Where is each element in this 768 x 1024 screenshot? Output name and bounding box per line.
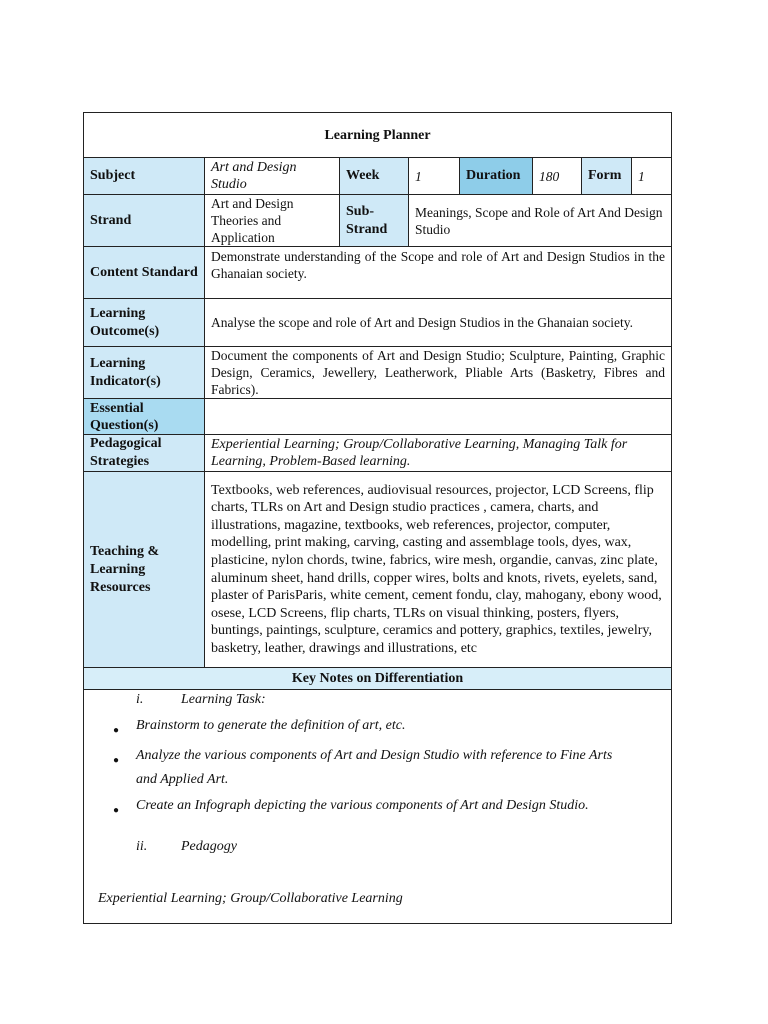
learning-indicator-label: Learning Indicator(s) — [84, 347, 205, 399]
pedagogy-title: Pedagogy — [181, 839, 237, 854]
key-notes-heading: Key Notes on Differentiation — [84, 668, 672, 690]
bullet-icon: ● — [113, 805, 120, 816]
learning-outcome-value: Analyse the scope and role of Art and Design Studios in the Ghanaian society. — [205, 299, 672, 347]
week-label: Week — [340, 158, 409, 195]
bullet-text-1: Brainstorm to generate the definition of art, etc. — [136, 718, 406, 733]
learning-outcome-label: Learning Outcome(s) — [84, 299, 205, 347]
essential-question-value — [205, 399, 672, 435]
bullet-icon: ● — [113, 725, 120, 736]
bullet-text-2: Analyze the various components of Art and Design Studio with reference to Fine Arts — [136, 748, 613, 763]
bullet-text-2-cont: and Applied Art. — [136, 772, 229, 787]
subject-value: Art and Design Studio — [205, 158, 340, 195]
task-number: i. — [136, 692, 144, 707]
duration-value: 180 — [533, 158, 582, 195]
bullet-text-3: Create an Infograph depicting the various components of Art and Design Studio. — [136, 798, 589, 813]
pedagogical-strategies-label: Pedagogical Strategies — [84, 435, 205, 472]
strand-value: Art and Design Theories and Application — [205, 195, 340, 247]
learning-indicator-value: Document the components of Art and Design Studio; Sculpture, Painting, Graphic Design, Ceramics, Jewellery, Leatherwork, Pliable Arts (Basketry, Fibres and Fabrics). — [205, 347, 672, 399]
subject-label: Subject — [84, 158, 205, 195]
substrand-label: Sub-Strand — [340, 195, 409, 247]
form-label: Form — [582, 158, 632, 195]
content-standard-label: Content Standard — [84, 247, 205, 299]
pedagogical-strategies-value: Experiential Learning; Group/Collaborative Learning, Managing Talk for Learning, Problem-Based learning. — [205, 435, 672, 472]
planner-title: Learning Planner — [84, 113, 672, 158]
content-standard-value: Demonstrate understanding of the Scope and role of Art and Design Studios in the Ghanaian society. — [205, 247, 672, 299]
form-value: 1 — [632, 158, 672, 195]
resources-value: Textbooks, web references, audiovisual resources, projector, LCD Screens, flip charts, TLRs on Art and Design studio practices , camera, charts, and illustrations, magazine, textbooks, web references, projector, computer, modelling, print making, carving, casting and assemblage tools, dyes, wax, plasticine, nylon chords, twine, fabrics, wire mesh, organdie, canvas, zinc plate, aluminum sheet, hand drills, copper wires, bolts and knots, rivets, eyelets, sand, plaster of ParisParis, white cement, cement fondu, clay, mahogany, ebony wood, osese, LCD Screens, flip charts, TLRs on visual thinking, posters, flyers, buntings, paintings, sculpture, ceramics and pottery, graphics, textiles, jewelry, basketry, leather, drawings and illustrations, etc — [205, 472, 672, 668]
bullet-icon: ● — [113, 755, 120, 766]
week-value: 1 — [409, 158, 460, 195]
learning-planner-sheet — [83, 112, 671, 924]
task-title: Learning Task: — [181, 692, 266, 707]
strand-label: Strand — [84, 195, 205, 247]
substrand-value: Meanings, Scope and Role of Art And Design Studio — [409, 195, 672, 247]
key-notes-body — [84, 690, 672, 924]
essential-question-label: Essential Question(s) — [84, 399, 205, 435]
pedagogy-number: ii. — [136, 839, 148, 854]
pedagogy-footer: Experiential Learning; Group/Collaborative Learning — [98, 891, 403, 906]
duration-label: Duration — [460, 158, 533, 195]
learning-planner-table — [83, 112, 672, 924]
resources-label: Teaching & Learning Resources — [84, 472, 205, 668]
